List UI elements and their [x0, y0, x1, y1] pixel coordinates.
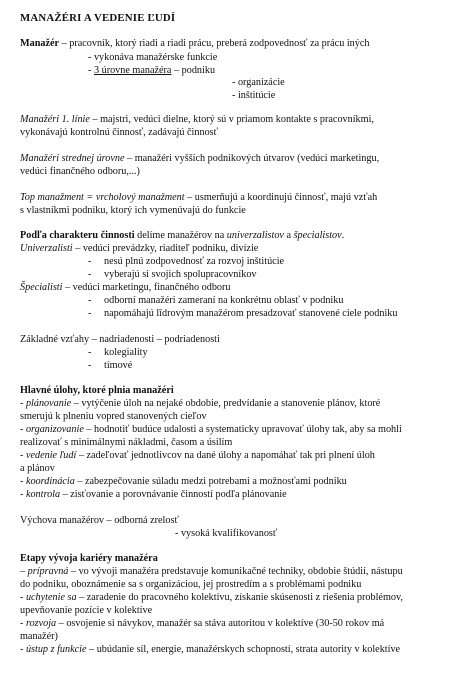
- manazer-term: Manažér: [20, 38, 60, 49]
- rozvoja-term: - rozvoja: [20, 618, 57, 629]
- prva-linia-text: – majstri, vedúci dielne, ktorý sú v priamom kontakte s pracovníkmi,: [89, 114, 374, 125]
- specialisti-definition: – vedúci marketingu, finančného odboru: [62, 282, 231, 293]
- prva-linia-paragraph: [20, 113, 374, 126]
- univerzalisti-term: Univerzalisti: [20, 243, 73, 254]
- univerzalisti-item: - vyberajú si svojich spolupracovníkov: [88, 269, 257, 280]
- page-title: MANAŽÉRI A VEDENIE ĽUDÍ: [20, 12, 176, 24]
- vedenie-ludi-text: – zadeľovať jednotlivcov na dané úlohy a napomáhať tak pri plnení úloh: [76, 450, 375, 461]
- top-manazment-term: Top manažment = vrcholový manažment: [20, 192, 185, 203]
- etapy-line: [20, 643, 400, 656]
- manazer-definition: [20, 37, 369, 50]
- planovanie-term: - plánovanie: [20, 398, 72, 409]
- charakter-text-c: .: [341, 230, 345, 241]
- prva-linia-paragraph-cont: vykonávajú kontrolnú činnosť, zadávajú činnosť: [20, 127, 218, 138]
- stredna-uroven-term: Manažéri strednej úrovne: [20, 153, 125, 164]
- etapy-line: [20, 617, 384, 630]
- charakter-text-b: a: [283, 230, 294, 241]
- ulohy-line: [20, 449, 375, 462]
- specialisti-term: Špecialisti: [20, 282, 63, 293]
- manazer-item-suffix: – podniku: [171, 65, 216, 76]
- prva-linia-term: Manažéri 1. línie: [20, 114, 90, 125]
- etapy-line: [20, 565, 403, 578]
- manazer-item: - vykonáva manažérske funkcie: [88, 52, 218, 63]
- manazer-definition-text: – pracovník, ktorý riadi a riadi prácu, preberá zodpovednosť za prácu iných: [59, 38, 370, 49]
- vztahy-item-text: tímové: [104, 360, 133, 371]
- ustup-term: - ústup z funkcie: [20, 644, 87, 655]
- univerzalisti-item: - nesú plnú zodpovednosť za rozvoj inštitúcie: [88, 256, 285, 267]
- ulohy-line-cont: a plánov: [20, 463, 55, 474]
- vztahy-line: Základné vzťahy – nadriadenosti – podriadenosti: [20, 334, 220, 345]
- ulohy-line: [20, 423, 402, 436]
- etapy-line-cont: manažér): [20, 631, 58, 642]
- organizovanie-term: - organizovanie: [20, 424, 84, 435]
- planovanie-text: – vytýčenie úloh na nejaké obdobie, predvídanie a stanovenie plánov, ktoré: [71, 398, 381, 409]
- top-manazment-text: – usmerňujú a koordinujú činnosť, majú vzťah: [184, 192, 378, 203]
- uchytenie-term: - uchytenie sa: [20, 592, 77, 603]
- specialisti-item-text: odborní manažéri zameraní na konkrétnu oblasť v podniku: [104, 295, 344, 306]
- vztahy-item: - kolegiality: [88, 347, 148, 358]
- univerzalisti-item-text: vyberajú si svojich spolupracovníkov: [104, 269, 257, 280]
- specialisti-item-text: napomáhajú līdrovým manažérom presadzovať stanovené ciele podniku: [104, 308, 398, 319]
- charakter-heading: Podľa charakteru činnosti: [20, 230, 135, 241]
- ustup-text: – ubúdanie síl, energie, manažérskych schopností, strata autority v kolektíve: [86, 644, 401, 655]
- pripravna-term: – prípravná: [20, 566, 69, 577]
- stredna-uroven-paragraph-cont: vedúci finančného odboru,...): [20, 166, 140, 177]
- manazer-sub-item: - organizácie: [232, 77, 285, 88]
- stredna-uroven-text: – manažéri vyšších podnikových útvarov (vedúci marketingu,: [124, 153, 380, 164]
- specialisti-item: - napomáhajú līdrovým manažérom presadzovať stanovené ciele podniku: [88, 308, 398, 319]
- stredna-uroven-paragraph: [20, 152, 379, 165]
- charakter-paragraph: [20, 229, 344, 242]
- manazer-sub-item: - inštitúcie: [232, 90, 276, 101]
- vedenie-ludi-term: - vedenie ľudí: [20, 450, 77, 461]
- vztahy-item-text: kolegiality: [104, 347, 148, 358]
- univerzalisti-definition: – vedúci prevádzky, riaditeľ podniku, divízie: [72, 243, 259, 254]
- etapy-line: [20, 591, 403, 604]
- pripravna-text: – vo vývoji manažéra predstavuje komunikačné techniky, obdobie štúdií, nástupu: [68, 566, 403, 577]
- ulohy-line: [20, 488, 287, 501]
- organizovanie-text: – hodnotiť budúce udalosti a systematicky upravovať úlohy tak, aby sa mohli: [83, 424, 402, 435]
- ulohy-line: [20, 475, 347, 488]
- uchytenie-text: – zaradenie do pracovného kolektívu, získanie skúsenosti z riešenia problémov,: [76, 592, 403, 603]
- specialisti-item: - odborní manažéri zameraní na konkrétnu oblasť v podniku: [88, 295, 344, 306]
- univerzalisti-word: univerzalistov: [226, 230, 284, 241]
- etapy-line-cont: do podniku, oboznámenie sa s organizáciou, jej prostredím a s problémami podniku: [20, 579, 362, 590]
- ulohy-heading: Hlavné úlohy, ktoré plnia manažéri: [20, 385, 174, 396]
- vychova-line: Výchova manažérov – odborná zrelosť: [20, 515, 179, 526]
- univerzalisti-line: [20, 242, 258, 255]
- vztahy-item: - tímové: [88, 360, 133, 371]
- kontrola-term: - kontrola: [20, 489, 61, 500]
- ulohy-line: [20, 397, 380, 410]
- specialisti-word: špecialistov: [293, 230, 342, 241]
- vychova-item: - vysoká kvalifikovanosť: [175, 528, 278, 539]
- koordinacia-term: - koordinácia: [20, 476, 75, 487]
- koordinacia-text: – zabezpečovanie súladu medzi potrebami a možnosťami podniku: [74, 476, 347, 487]
- top-manazment-paragraph-cont: s vlastníkmi podniku, ktorý ich vymenúvajú do funkcie: [20, 205, 246, 216]
- manazer-item: [88, 64, 215, 77]
- specialisti-line: [20, 281, 231, 294]
- rozvoja-text: – osvojenie si návykov, manažér sa stáva autoritou v kolektíve (30-50 rokov má: [56, 618, 385, 629]
- etapy-line-cont: upevňovanie pozície v kolektíve: [20, 605, 153, 616]
- manazer-levels-link: 3 úrovne manažéra: [93, 65, 172, 76]
- top-manazment-paragraph: [20, 191, 377, 204]
- ulohy-line-cont: realizovať s minimálnymi nákladmi, časom a úsilím: [20, 437, 233, 448]
- kontrola-text: – zisťovanie a porovnávanie činností podľa plánovanie: [60, 489, 287, 500]
- univerzalisti-item-text: nesú plnú zodpovednosť za rozvoj inštitúcie: [104, 256, 285, 267]
- etapy-heading: Etapy vývoja kariéry manažéra: [20, 553, 158, 564]
- ulohy-line-cont: smerujú k plneniu vopred stanovených cieľov: [20, 411, 207, 422]
- charakter-text-a: delíme manažérov na: [134, 230, 227, 241]
- manazer-item-prefix: -: [88, 65, 94, 76]
